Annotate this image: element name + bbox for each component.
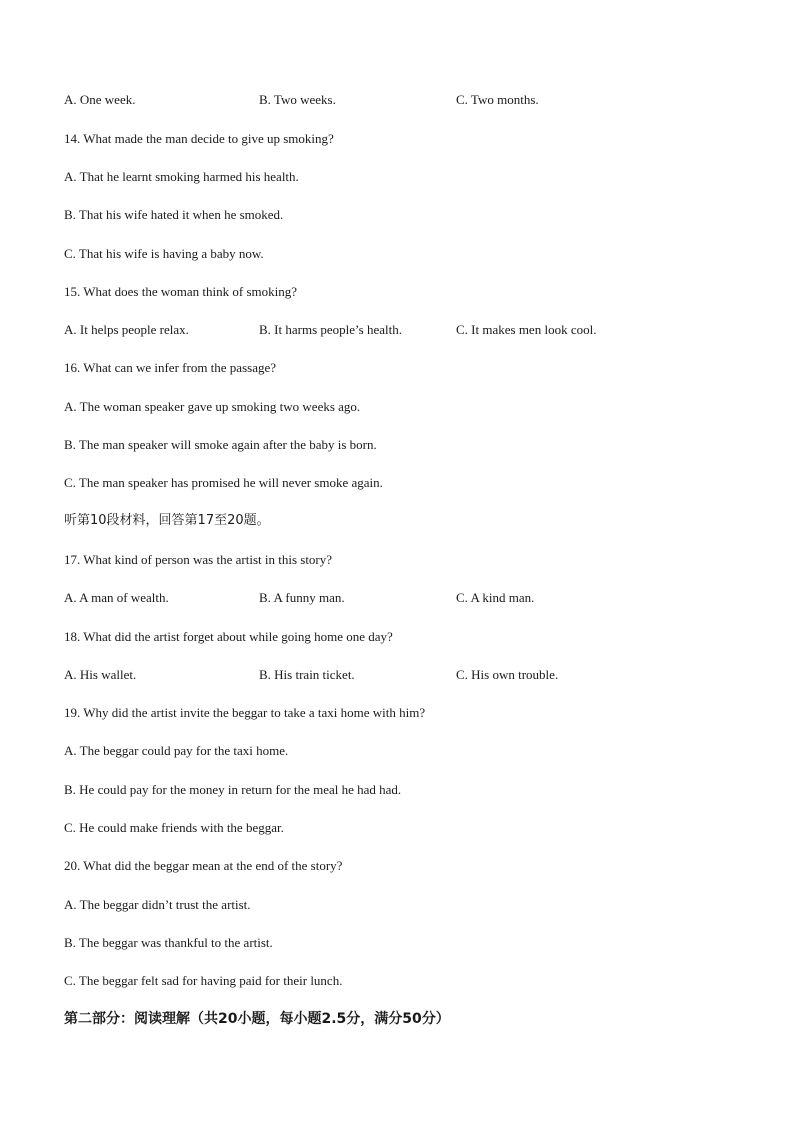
q16-option-b: B. The man speaker will smoke again after the baby is born. [64, 437, 377, 452]
q15-question: 15. What does the woman think of smoking? [64, 284, 298, 299]
q17-option-c: C. A kind man. [456, 590, 535, 605]
q13-option-a: A. One week. [64, 92, 136, 107]
q20-option-b: B. The beggar was thankful to the artist. [64, 935, 273, 950]
q20-option-c: C. The beggar felt sad for having paid for their lunch. [64, 973, 343, 988]
q14-option-a: A. That he learnt smoking harmed his health. [64, 169, 299, 184]
q13-option-b: B. Two weeks. [259, 92, 336, 107]
q18-option-c: C. His own trouble. [456, 667, 559, 682]
q19-question: 19. Why did the artist invite the beggar to take a taxi home with him? [64, 705, 426, 720]
q15-option-a: A. It helps people relax. [64, 322, 189, 337]
listening-instruction: 听第10段材料，回答第17至20题。 [64, 513, 270, 528]
q17-question: 17. What kind of person was the artist in this story? [64, 552, 333, 567]
q13-option-c: C. Two months. [456, 92, 539, 107]
q18-question: 18. What did the artist forget about while going home one day? [64, 629, 393, 644]
q16-question: 16. What can we infer from the passage? [64, 360, 277, 375]
section-heading: 第二部分：阅读理解（共20小题，每小题2.5分，满分50分） [64, 1011, 450, 1027]
q20-option-a: A. The beggar didn’t trust the artist. [64, 897, 251, 912]
q19-option-a: A. The beggar could pay for the taxi home. [64, 743, 289, 758]
q16-option-c: C. The man speaker has promised he will never smoke again. [64, 475, 383, 490]
q19-option-c: C. He could make friends with the beggar. [64, 820, 284, 835]
q18-option-a: A. His wallet. [64, 667, 137, 682]
q17-option-b: B. A funny man. [259, 590, 345, 605]
q15-option-c: C. It makes men look cool. [456, 322, 597, 337]
q17-option-a: A. A man of wealth. [64, 590, 169, 605]
q15-option-b: B. It harms people’s health. [259, 322, 402, 337]
q14-option-c: C. That his wife is having a baby now. [64, 246, 264, 261]
q19-option-b: B. He could pay for the money in return for the meal he had had. [64, 782, 402, 797]
q14-question: 14. What made the man decide to give up smoking? [64, 131, 334, 146]
q20-question: 20. What did the beggar mean at the end of the story? [64, 858, 343, 873]
q18-option-b: B. His train ticket. [259, 667, 355, 682]
q14-option-b: B. That his wife hated it when he smoked. [64, 207, 284, 222]
q16-option-a: A. The woman speaker gave up smoking two weeks ago. [64, 399, 361, 414]
